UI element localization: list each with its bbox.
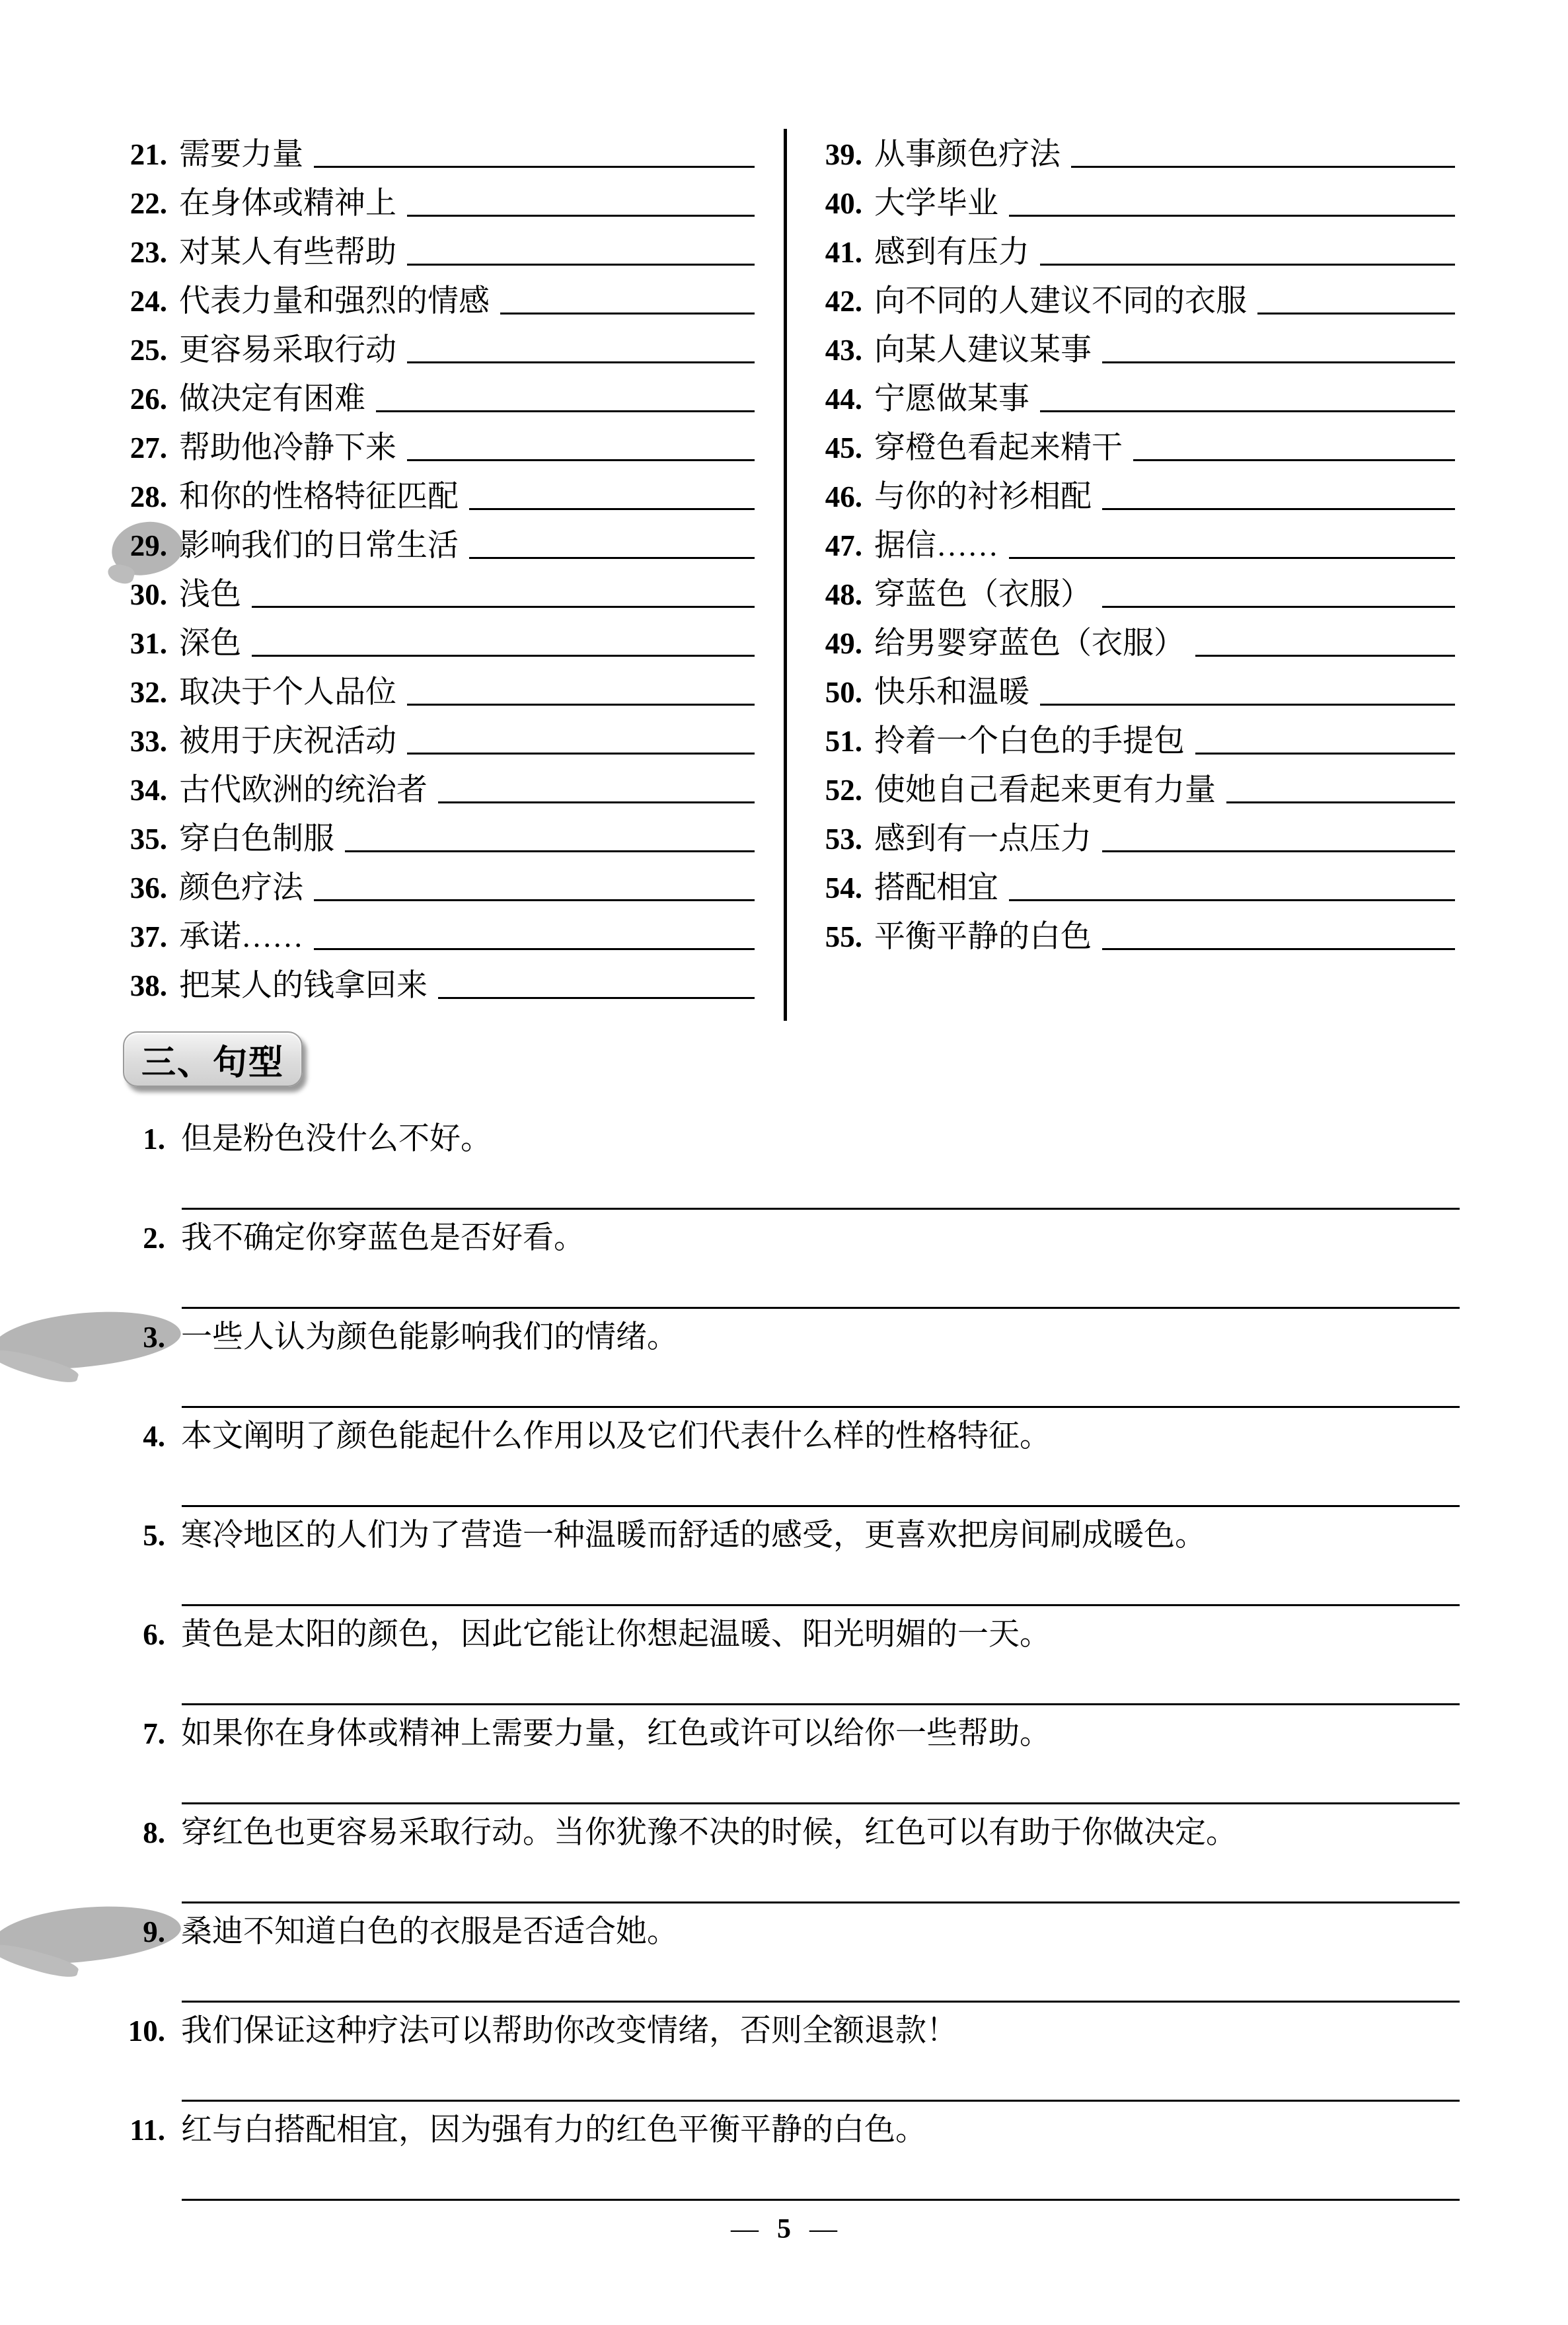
sentence-item [0,1317,1568,1416]
answer-blank [182,1703,1460,1705]
vocab-item [120,517,755,566]
item-text: 对某人有些帮助 [179,235,396,270]
item-number: 28. [130,480,167,513]
sentence-item [0,1614,1568,1713]
answer-blank [469,557,755,559]
item-number: 25. [130,334,167,367]
item-number: 3. [0,1317,165,1358]
item-text: 浅色 [179,577,241,612]
item-number: 54. [825,871,862,904]
sentence-row [0,1713,1568,1754]
vocab-item [120,810,755,859]
vocab-item [815,663,1455,712]
item-number: 31. [130,627,167,660]
item-number: 4. [143,1420,165,1453]
vocab-item [120,614,755,663]
item-text: 从事颜色疗法 [874,137,1061,172]
vocab-item [815,223,1455,272]
item-text: 拎着一个白色的手提包 [874,724,1185,758]
item-number: 44. [825,383,862,416]
item-text: 快乐和温暖 [874,675,1029,710]
vocab-item [815,126,1455,174]
item-number: 2. [143,1222,165,1255]
item-text: 代表力量和强烈的情感 [179,284,490,318]
vocab-item [815,517,1455,566]
item-number: 22. [130,187,167,220]
sentence-item [0,1416,1568,1515]
answer-blank [182,1505,1460,1507]
item-text: 古代欧洲的统治者 [179,773,428,807]
answer-blank [438,801,755,803]
sentence-item [0,1812,1568,1911]
sentence-row [0,1317,1568,1358]
item-number: 24. [130,285,167,318]
item-number: 33. [130,725,167,758]
answer-blank [182,1307,1460,1309]
item-number: 53. [825,823,862,856]
sentence-item [0,1515,1568,1614]
answer-blank [1009,899,1455,901]
sentence-row [0,1416,1568,1457]
answer-blank [1009,557,1455,559]
vocab-item [815,370,1455,419]
vocab-item [815,614,1455,663]
item-text: 穿橙色看起来精干 [874,431,1123,465]
item-text: 做决定有困难 [179,382,365,416]
item-text: 平衡平静的白色 [874,920,1092,954]
vocab-item [815,810,1455,859]
item-text: 穿红色也更容易采取行动。当你犹豫不决的时候，红色可以有助于你做决定。 [181,1816,1237,1850]
answer-blank [182,2001,1460,2003]
answer-blank [314,899,755,901]
item-text: 穿白色制服 [179,822,334,856]
vocab-item [120,468,755,517]
item-number: 21. [130,138,167,171]
vocab-item [120,370,755,419]
sentence-item [0,1119,1568,1218]
answer-blank [314,166,755,168]
answer-blank [182,1802,1460,1804]
item-text: 据信…… [874,529,998,563]
answer-blank [1040,704,1455,706]
answer-blank [1257,313,1455,314]
item-number: 37. [130,920,167,953]
item-number: 34. [130,774,167,807]
answer-blank [1009,215,1455,217]
item-number: 5. [143,1519,165,1552]
sentence-row [0,1119,1568,1160]
column-divider [784,129,787,1021]
answer-blank [314,948,755,950]
item-text: 本文阐明了颜色能起什么作用以及它们代表什么样的性格特征。 [181,1419,1051,1454]
item-number: 1. [143,1123,165,1156]
answer-blank [407,215,755,217]
item-number: 55. [825,920,862,953]
section-header-badge [123,1031,303,1087]
item-number: 46. [825,480,862,513]
vocab-item [815,321,1455,370]
item-text: 更容易采取行动 [179,333,396,367]
vocab-item [120,321,755,370]
item-text: 宁愿做某事 [874,382,1029,416]
item-text: 但是粉色没什么不好。 [181,1122,492,1156]
item-number: 11. [130,2114,165,2147]
item-text: 红与白搭配相宜，因为强有力的红色平衡平静的白色。 [181,2113,926,2147]
vocab-item [120,712,755,761]
answer-blank [407,704,755,706]
vocab-item [815,174,1455,223]
answer-blank [376,410,755,412]
item-text: 颜色疗法 [179,871,303,905]
answer-blank [1040,264,1455,266]
sentence-row [0,1812,1568,1853]
vocab-item [120,908,755,957]
section-header-label: 三、句型 [141,1043,284,1082]
vocab-item [815,712,1455,761]
item-number: 51. [825,725,862,758]
answer-blank [182,2199,1460,2201]
item-text: 感到有压力 [874,235,1029,270]
item-text: 取决于个人品位 [179,675,396,710]
item-number: 39. [825,138,862,171]
answer-blank [438,997,755,999]
item-text: 黄色是太阳的颜色，因此它能让你想起温暖、阳光明媚的一天。 [181,1617,1051,1652]
item-text: 搭配相宜 [874,871,998,905]
vocab-item [815,908,1455,957]
item-text: 感到有一点压力 [874,822,1092,856]
answer-blank [407,361,755,363]
answer-blank [182,2100,1460,2102]
item-number: 45. [825,431,862,464]
item-number: 48. [825,578,862,611]
item-number: 6. [143,1618,165,1651]
sentence-item [0,2011,1568,2110]
item-number: 43. [825,334,862,367]
vocab-right-column [815,126,1455,957]
sentence-item [0,1713,1568,1812]
item-text: 在身体或精神上 [179,186,396,221]
vocab-item [815,761,1455,810]
item-text: 向不同的人建议不同的衣服 [874,284,1247,318]
sentence-item [0,1218,1568,1317]
item-text: 如果你在身体或精神上需要力量，红色或许可以给你一些帮助。 [181,1716,1051,1751]
item-text: 被用于庆祝活动 [179,724,396,758]
item-number: 42. [825,285,862,318]
answer-blank [182,1208,1460,1210]
answer-blank [1040,410,1455,412]
item-number: 35. [130,823,167,856]
answer-blank [1226,801,1455,803]
sentence-row [0,2011,1568,2051]
item-number: 52. [825,774,862,807]
answer-blank [407,459,755,461]
vocab-item [120,957,755,1006]
item-text: 深色 [179,626,241,661]
item-number: 27. [130,431,167,464]
item-number: 8. [143,1816,165,1849]
vocab-item [120,174,755,223]
answer-blank [1133,459,1455,461]
vocab-item [120,663,755,712]
page-footer [0,2212,1568,2246]
item-text: 使她自己看起来更有力量 [874,773,1216,807]
answer-blank [1071,166,1455,168]
item-number: 26. [130,383,167,416]
answer-blank [407,753,755,755]
item-text: 桑迪不知道白色的衣服是否适合她。 [181,1915,678,1949]
item-text: 我不确定你穿蓝色是否好看。 [181,1221,585,1255]
answer-blank [407,264,755,266]
vocab-item [815,272,1455,321]
item-number: 23. [130,236,167,269]
item-text: 需要力量 [179,137,303,172]
answer-blank [1102,361,1455,363]
answer-blank [252,655,755,657]
answer-blank [469,508,755,510]
answer-blank [1195,753,1455,755]
item-text: 给男婴穿蓝色（衣服） [874,626,1185,661]
answer-blank [182,1901,1460,1903]
item-number: 36. [130,871,167,904]
page-number: 5 [777,2214,791,2244]
vocab-item [120,566,755,614]
item-number: 29. [120,526,167,566]
vocab-item [120,859,755,908]
sentence-row [0,1218,1568,1259]
item-number: 49. [825,627,862,660]
item-number: 30. [130,578,167,611]
answer-blank [1102,606,1455,608]
sentence-item [0,1911,1568,2011]
vocab-item [815,566,1455,614]
item-number: 47. [825,529,862,562]
item-text: 穿蓝色（衣服） [874,577,1092,612]
vocab-item [120,272,755,321]
item-number: 9. [0,1911,165,1952]
answer-blank [1102,508,1455,510]
vocab-left-column [120,126,755,1006]
item-text: 帮助他冷静下来 [179,431,396,465]
vocab-item [120,419,755,468]
item-number: 50. [825,676,862,709]
vocab-item [815,419,1455,468]
item-number: 7. [143,1717,165,1750]
item-text: 大学毕业 [874,186,998,221]
item-text: 影响我们的日常生活 [179,529,459,563]
item-text: 承诺…… [179,920,303,954]
item-number: 41. [825,236,862,269]
vocab-item [120,126,755,174]
item-number: 10. [128,2014,165,2048]
footer-dash-left: — [731,2214,759,2244]
answer-blank [252,606,755,608]
answer-blank [1102,948,1455,950]
vocab-item [120,761,755,810]
item-text: 我们保证这种疗法可以帮助你改变情绪，否则全额退款！ [181,2014,957,2048]
sentence-section [0,1119,1568,2209]
item-text: 与你的衬衫相配 [874,480,1092,514]
item-text: 把某人的钱拿回来 [179,969,428,1003]
answer-blank [182,1604,1460,1606]
answer-blank [500,313,755,314]
item-number: 38. [130,969,167,1002]
vocab-item [815,468,1455,517]
item-text: 寒冷地区的人们为了营造一种温暖而舒适的感受，更喜欢把房间刷成暖色。 [181,1518,1206,1553]
item-number: 32. [130,676,167,709]
sentence-row [0,1614,1568,1655]
item-text: 一些人认为颜色能影响我们的情绪。 [181,1320,678,1354]
item-text: 向某人建议某事 [874,333,1092,367]
vocab-item [815,859,1455,908]
sentence-row [0,1515,1568,1556]
sentence-item [0,2110,1568,2209]
answer-blank [1102,850,1455,852]
item-number: 40. [825,187,862,220]
item-text: 和你的性格特征匹配 [179,480,459,514]
footer-dash-right: — [809,2214,837,2244]
answer-blank [1195,655,1455,657]
answer-blank [182,1406,1460,1408]
sentence-row [0,2110,1568,2151]
sentence-row [0,1911,1568,1952]
answer-blank [345,850,755,852]
vocab-item [120,223,755,272]
